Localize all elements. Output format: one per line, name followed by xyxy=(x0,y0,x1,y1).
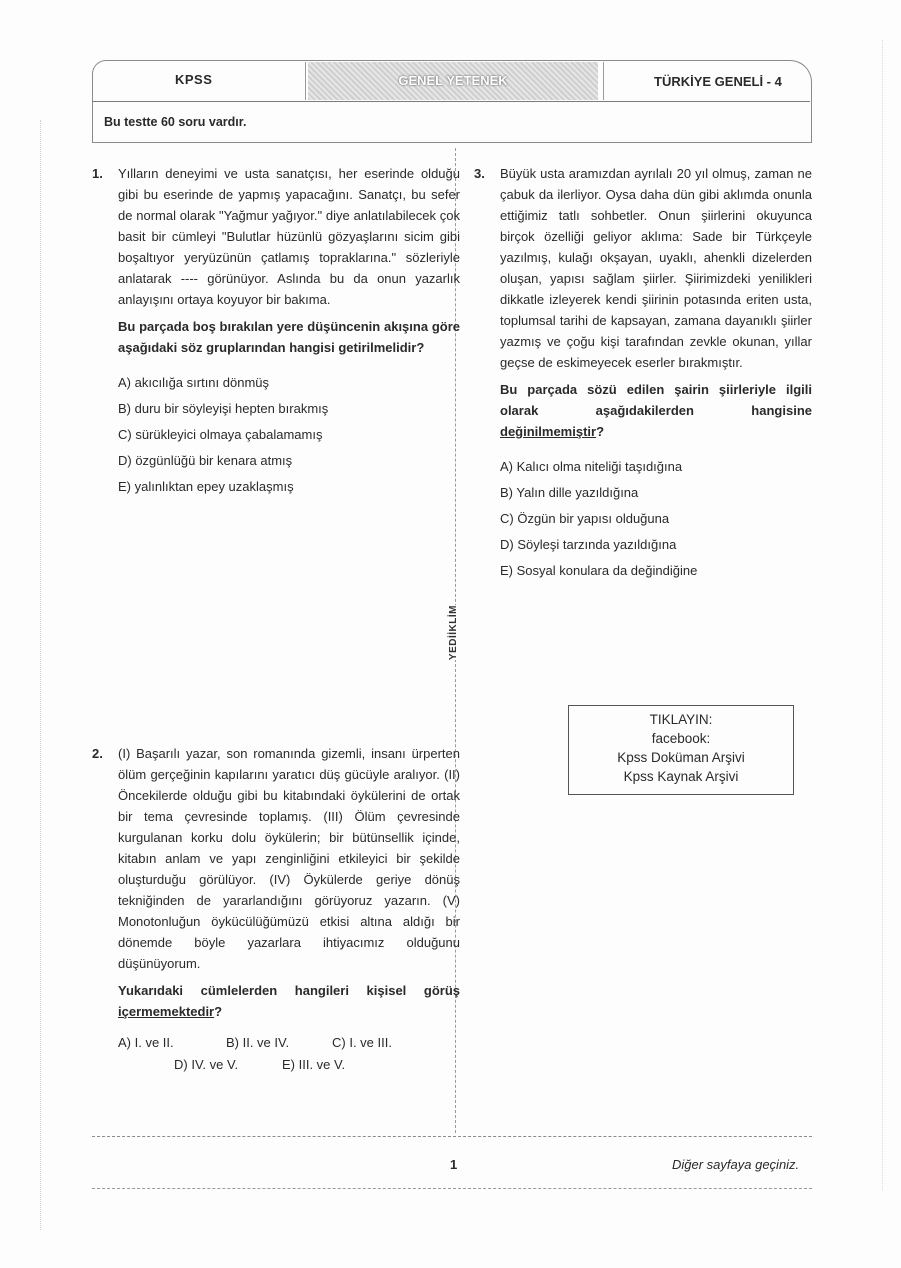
promo-page-2[interactable]: Kpss Kaynak Arşivi xyxy=(623,769,739,784)
option-a[interactable]: A) Kalıcı olma niteliği taşıdığına xyxy=(500,459,683,474)
publisher-brand: YEDİİKLİM xyxy=(448,605,459,661)
question-text: Yılların deneyimi ve usta sanatçısı, her eserinde olduğu gibi bu eserinde de yapmış yapacağını. Sanatçı, bu sefer de normal olarak "Yağmur yağıyor." diye anlatılabilecek çok basit bir cümleyi "Bulutlar hüzünlü gözyaşlarını sicim gibi boşaltıyor yeryüzünün çatlamış topraklarına." sözleriyle anlatarak ---- görünüyor. Aslında bu da onun yazarlık anlayışını ortaya koyuyor bir bakıma. xyxy=(118,166,460,307)
question-number: 2. xyxy=(92,746,103,761)
prompt-emphasis: içermemektedir xyxy=(118,1004,215,1019)
option-e[interactable]: E) Sosyal konulara da değindiğine xyxy=(500,563,698,578)
prompt-end: ? xyxy=(596,424,605,439)
header-exam-name: KPSS xyxy=(175,72,213,87)
option-b[interactable]: B) duru bir söyleyişi hepten bırakmış xyxy=(118,401,329,416)
prompt-text: Yukarıdaki cümlelerden hangileri kişisel görüş xyxy=(118,983,460,998)
option-c[interactable]: C) Özgün bir yapısı olduğuna xyxy=(500,511,670,526)
prompt-end: ? xyxy=(214,1004,223,1019)
option-a[interactable]: A) I. ve II. xyxy=(118,1035,174,1050)
question-text: (I) Başarılı yazar, son romanında gizemli, insanı ürperten ölüm gerçeğinin kapılarını yaratıcı düş gücüyle aralıyor. (II) Öncekilerde olduğu gibi bu kitabındaki öykülerini de ortak bir tema çevresinde toplamış. (III) Ölüm çevresinde kurgulanan korku dolu öykülerin; bir bütünsellik içinde, kitabın anlam ve yapı zenginliğini etkileyici bir şekilde oluşturduğu görülüyor. (IV) Öykülerde geriye dönüş tekniğinden de yararlandığını görüyoruz yazarın. (V) Monotonluğun öykücülüğümüzü etkisi altına aldığı bir dönemde böyle yazarlara ihtiyacımız olduğunu düşünüyorum. xyxy=(118,746,460,971)
promo-platform: facebook: xyxy=(651,731,711,746)
prompt-emphasis: değinilmemiştir xyxy=(500,424,597,439)
header-exam-scope: TÜRKİYE GENELİ - 4 xyxy=(654,74,782,89)
option-d[interactable]: D) IV. ve V. xyxy=(174,1057,239,1072)
footer-bottom-line xyxy=(92,1188,812,1190)
question-number: 3. xyxy=(474,166,485,181)
option-d[interactable]: D) Söyleşi tarzında yazıldığına xyxy=(500,537,677,552)
scan-edge-left xyxy=(40,120,42,1230)
promo-cta: TIKLAYIN: xyxy=(649,712,713,727)
option-a[interactable]: A) akıcılığa sırtını dönmüş xyxy=(118,375,270,390)
option-b[interactable]: B) Yalın dille yazıldığına xyxy=(500,485,639,500)
option-d[interactable]: D) özgünlüğü bir kenara atmış xyxy=(118,453,293,468)
question-3 xyxy=(474,163,812,586)
question-text: Büyük usta aramızdan ayrılalı 20 yıl olmuş, zaman ne çabuk da ilerliyor. Oysa daha dün gibi aklımda onunla ettiğimiz tatlı sohbetler. Onun şiirlerini okuyunca birçok özelliği geliyor aklıma: Sade bir Türkçeyle yazılmış, kulağı okşayan, uyaklı, ahenkli dizelerden oluşan, yapısı sağlam şiirler. Şiirimizdeki yenilikleri dikkatle izleyerek kendi şiirinin potasında eriten usta, toplumsal tarihi de kapsayan, zamana dayanıklı şiirler yazmış ve çoğu kişi tarafından zevkle okunan, yıllar geçse de eskimeyecek eserler bırakmıştır. xyxy=(500,166,812,370)
option-e[interactable]: E) yalınlıktan epey uzaklaşmış xyxy=(118,479,294,494)
prompt-text: Bu parçada sözü edilen şairin şiirleriyle ilgili olarak aşağıdakilerden hangisine xyxy=(500,382,812,418)
promo-page-1[interactable]: Kpss Doküman Arşivi xyxy=(617,750,745,765)
header-divider-left xyxy=(305,62,306,100)
next-page-note: Diğer sayfaya geçiniz. xyxy=(672,1157,800,1172)
question-1 xyxy=(92,163,460,502)
answer-options xyxy=(118,372,460,502)
option-e[interactable]: E) III. ve V. xyxy=(282,1057,346,1072)
header-section-title: GENEL YETENEK xyxy=(308,62,598,100)
question-prompt: Bu parçada boş bırakılan yere düşüncenin akışına göre aşağıdaki söz gruplarından hangisi getirilmelidir? xyxy=(118,319,460,355)
question-prompt xyxy=(118,980,460,1022)
question-prompt xyxy=(500,379,812,442)
scan-edge-right xyxy=(882,40,884,1190)
question-2 xyxy=(92,743,460,1076)
page-number: 1 xyxy=(450,1157,458,1172)
test-info: Bu testte 60 soru vardır. xyxy=(104,115,247,129)
answer-options xyxy=(500,456,812,586)
question-number: 1. xyxy=(92,166,103,181)
option-c[interactable]: C) sürükleyici olmaya çabalamamış xyxy=(118,427,323,442)
answer-options xyxy=(118,1032,460,1076)
footer-divider xyxy=(92,1136,812,1138)
promo-box[interactable] xyxy=(568,705,794,795)
option-b[interactable]: B) II. ve IV. xyxy=(226,1035,290,1050)
option-c[interactable]: C) I. ve III. xyxy=(332,1035,392,1050)
header-divider-right xyxy=(603,62,604,100)
